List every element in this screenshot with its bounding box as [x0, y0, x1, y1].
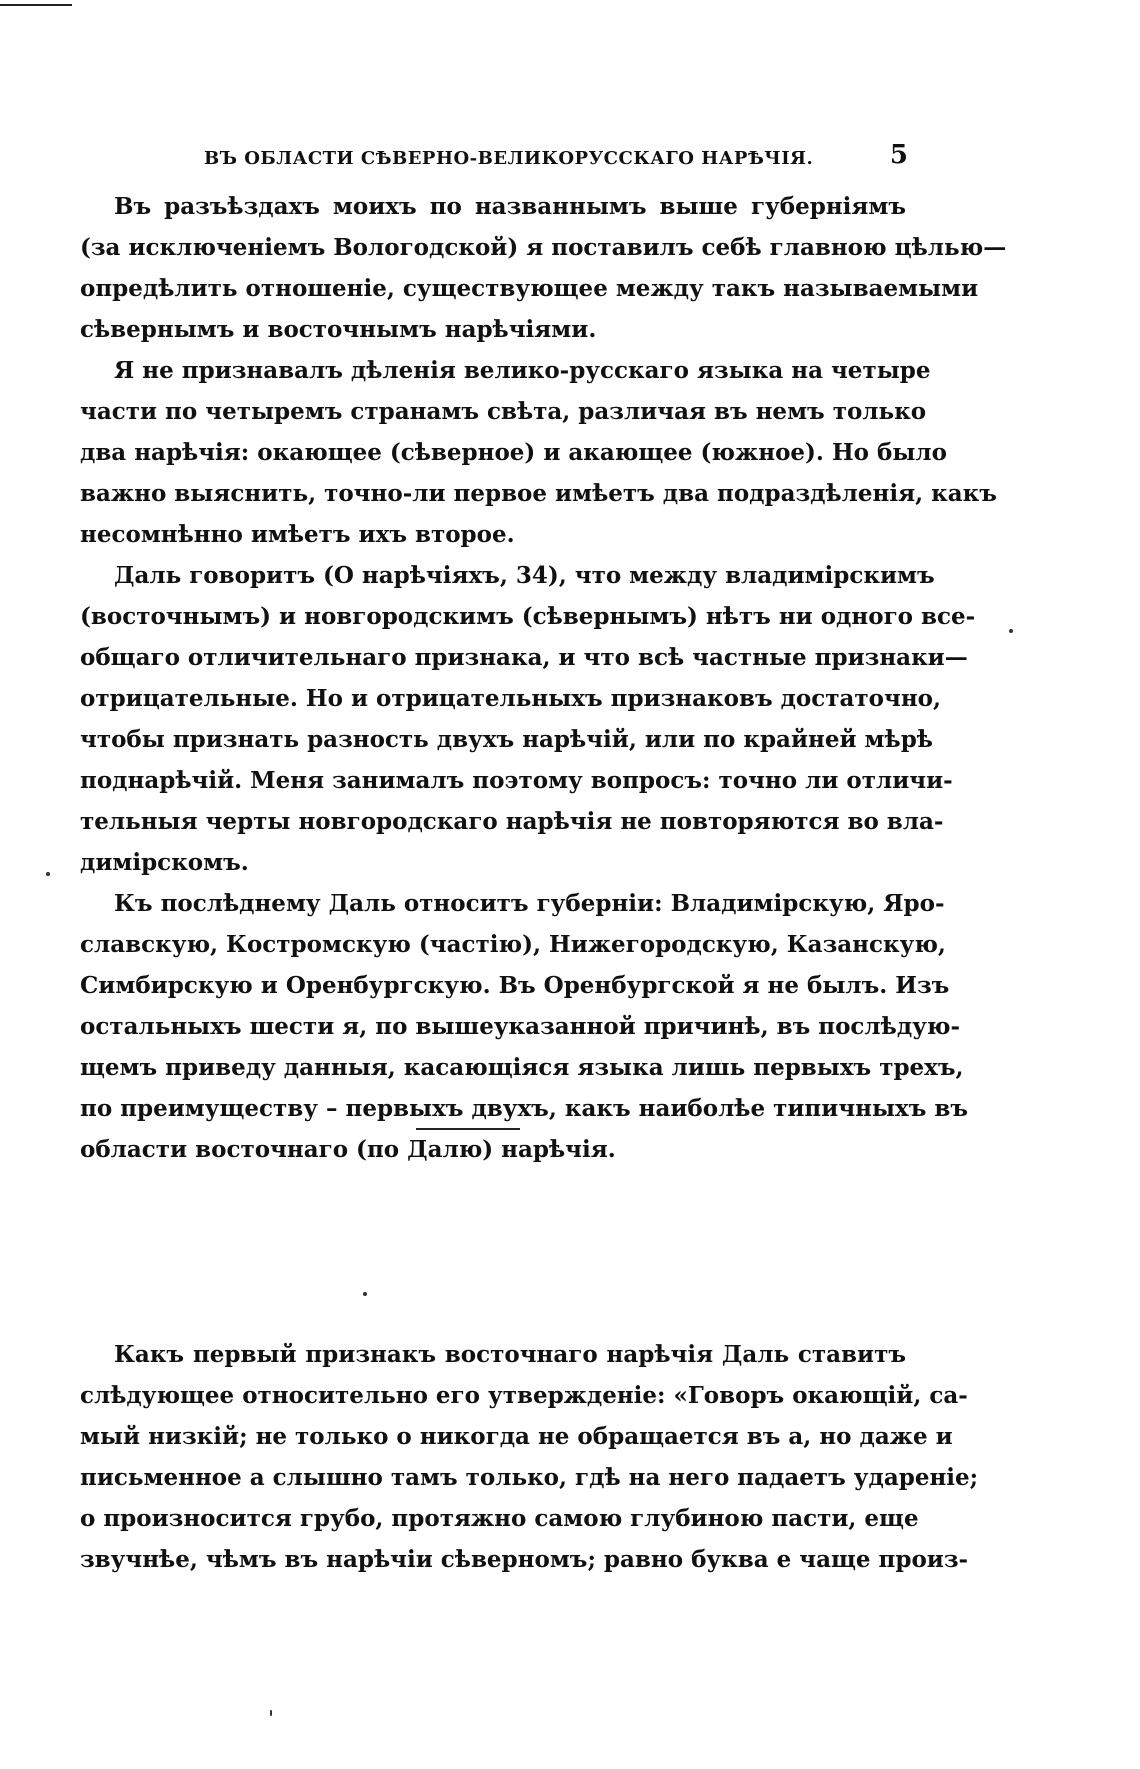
- scan-speck: [1009, 629, 1013, 633]
- text-line: Какъ первый признакъ восточнаго нарѣчія Даль ставитъ: [114, 1341, 906, 1368]
- text-line: важно выяснить, точно-ли первое имѣетъ два подраздѣленія, какъ: [80, 480, 997, 507]
- text-line: несомнѣнно имѣетъ ихъ второе.: [80, 521, 515, 548]
- scan-speck: [270, 1710, 272, 1716]
- text-line: мый низкій; не только о никогда не обращается въ а, но даже и: [80, 1423, 953, 1450]
- text-line: Симбирскую и Оренбургскую. Въ Оренбургской я не былъ. Изъ: [80, 972, 950, 999]
- paragraph-1: [80, 186, 1007, 350]
- text-line: славскую, Костромскую (частію), Нижегородскую, Казанскую,: [80, 931, 946, 958]
- text-line: поднарѣчій. Меня занималъ поэтому вопросъ: точно ли отличи-: [80, 767, 953, 794]
- paragraph-3: [80, 555, 976, 883]
- top-edge-rule: [0, 4, 72, 6]
- section-2: [80, 1334, 979, 1580]
- text-line: тельныя черты новгородскаго нарѣчія не повторяются во вла-: [80, 808, 944, 835]
- text-line: области восточнаго (по Далю) нарѣчія.: [80, 1136, 616, 1163]
- text-line: Къ послѣднему Даль относитъ губерніи: Владимірскую, Яро-: [114, 890, 945, 917]
- paragraph-5: [80, 1334, 979, 1580]
- scan-speck: [363, 1292, 367, 1296]
- text-line: письменное а слышно тамъ только, гдѣ на него падаетъ удареніе;: [80, 1464, 979, 1491]
- text-line: щемъ приведу данныя, касающіяся языка лишь первыхъ трехъ,: [80, 1054, 964, 1081]
- text-line: звучнѣе, чѣмъ въ нарѣчіи сѣверномъ; равно буква е чаще произ-: [80, 1546, 969, 1573]
- text-line: Даль говоритъ (О нарѣчіяхъ, 34), что между владимірскимъ: [114, 562, 935, 589]
- text-line: опредѣлить отношеніе, существующее между такъ называемыми: [80, 275, 979, 302]
- text-line: слѣдующее относительно его утвержденіе: «Говоръ окающій, са-: [80, 1382, 968, 1409]
- text-line: сѣвернымъ и восточнымъ нарѣчіями.: [80, 316, 597, 343]
- running-head: [86, 140, 908, 180]
- section-divider-rule: [416, 1128, 520, 1130]
- text-line: части по четыремъ странамъ свѣта, различая въ немъ только: [80, 398, 927, 425]
- scan-speck: [46, 872, 50, 876]
- paragraph-2: [80, 350, 997, 555]
- text-line: Я не признавалъ дѣленія велико-русскаго языка на четыре: [114, 357, 931, 384]
- text-line: по преимуществу – первыхъ двухъ, какъ наиболѣе типичныхъ въ: [80, 1095, 969, 1122]
- text-line: два нарѣчія: окающее (сѣверное) и акающее (южное). Но было: [80, 439, 947, 466]
- text-line: Въ разъѣздахъ моихъ по названнымъ выше губерніямъ: [114, 193, 906, 220]
- text-line: отрицательные. Но и отрицательныхъ признаковъ достаточно,: [80, 685, 942, 712]
- text-line: о произносится грубо, протяжно самою глубиною пасти, еще: [80, 1505, 919, 1532]
- text-line: димірскомъ.: [80, 849, 249, 876]
- paragraph-4: [80, 883, 969, 1170]
- section-1: [80, 186, 1007, 1170]
- page-number: 5: [889, 140, 908, 170]
- text-line: общаго отличительнаго признака, и что всѣ частные признаки—: [80, 644, 968, 671]
- running-title: ВЪ ОБЛАСТИ СѢВЕРНО-ВЕЛИКОРУССКАГО НАРѢЧІЯ.: [204, 148, 814, 169]
- text-line: (восточнымъ) и новгородскимъ (сѣвернымъ) нѣтъ ни одного все-: [80, 603, 976, 630]
- text-line: остальныхъ шести я, по вышеуказанной причинѣ, въ послѣдую-: [80, 1013, 960, 1040]
- text-line: (за исключеніемъ Вологодской) я поставилъ себѣ главною цѣлью—: [80, 234, 1007, 261]
- text-line: чтобы признать разность двухъ нарѣчій, или по крайней мѣрѣ: [80, 726, 933, 753]
